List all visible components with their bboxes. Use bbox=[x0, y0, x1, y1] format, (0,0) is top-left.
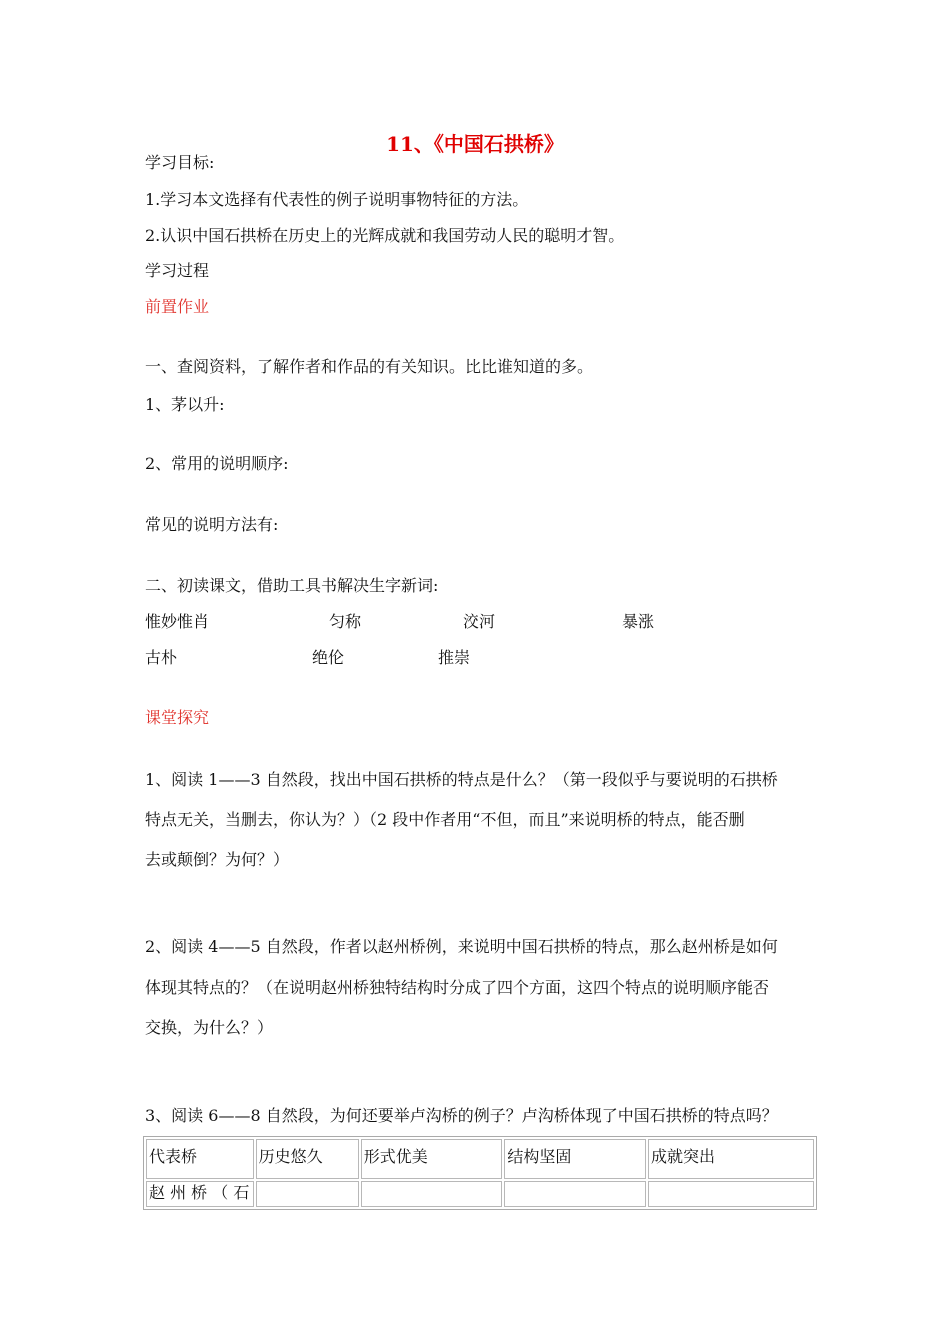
task-1-item-2: 2、常用的说明顺序: bbox=[145, 454, 289, 473]
pre-work-label: 前置作业 bbox=[145, 297, 210, 316]
table-header-cell: 成就突出 bbox=[648, 1139, 814, 1179]
vocab-word: 绝伦 bbox=[312, 648, 345, 667]
comparison-table bbox=[143, 1136, 817, 1210]
table-row bbox=[146, 1181, 814, 1207]
table-cell bbox=[648, 1181, 814, 1207]
table-header-row bbox=[146, 1139, 814, 1179]
table-header-cell: 结构坚固 bbox=[504, 1139, 646, 1179]
objective-2: 2.认识中国石拱桥在历史上的光辉成就和我国劳动人民的聪明才智。 bbox=[145, 226, 625, 245]
vocab-word: 推崇 bbox=[438, 648, 471, 667]
objective-1: 1.学习本文选择有代表性的例子说明事物特征的方法。 bbox=[145, 190, 529, 209]
task-2: 二、初读课文，借助工具书解决生字新词: bbox=[145, 576, 439, 595]
question-2-line: 体现其特点的？（在说明赵州桥独特结构时分成了四个方面，这四个特点的说明顺序能否 bbox=[145, 978, 770, 997]
vocab-word: 匀称 bbox=[329, 612, 362, 631]
classroom-label: 课堂探究 bbox=[145, 708, 210, 727]
question-3: 3、阅读 6——8 自然段，为何还要举卢沟桥的例子？卢沟桥体现了中国石拱桥的特点吗？ bbox=[145, 1106, 778, 1125]
vocab-word: 惟妙惟肖 bbox=[145, 612, 210, 631]
vocab-word: 洨河 bbox=[463, 612, 496, 631]
table-header-cell: 形式优美 bbox=[361, 1139, 503, 1179]
process-label: 学习过程 bbox=[145, 261, 210, 280]
task-1-item-1: 1、茅以升: bbox=[145, 395, 225, 414]
task-1: 一、查阅资料，了解作者和作品的有关知识。比比谁知道的多。 bbox=[145, 357, 594, 376]
question-2-line: 交换，为什么？） bbox=[145, 1018, 274, 1037]
table-header-cell: 历史悠久 bbox=[256, 1139, 359, 1179]
vocab-word: 暴涨 bbox=[622, 612, 655, 631]
document-title: 11、《中国石拱桥》 bbox=[386, 132, 564, 156]
table-cell bbox=[256, 1181, 359, 1207]
table-cell: 赵 州 桥 （ 石 bbox=[146, 1181, 254, 1207]
table-header-cell: 代表桥 bbox=[146, 1139, 254, 1179]
question-1-line: 特点无关，当删去，你认为？）（2 段中作者用“不但，而且”来说明桥的特点，能否删 bbox=[145, 810, 745, 829]
table-cell bbox=[361, 1181, 503, 1207]
question-1-line: 去或颠倒？为何？） bbox=[145, 850, 290, 869]
objectives-label: 学习目标: bbox=[145, 153, 215, 172]
vocab-word: 古朴 bbox=[145, 648, 178, 667]
table-cell bbox=[504, 1181, 646, 1207]
question-2-line: 2、阅读 4——5 自然段，作者以赵州桥例，来说明中国石拱桥的特点，那么赵州桥是如何 bbox=[145, 937, 778, 956]
question-1-line: 1、阅读 1——3 自然段，找出中国石拱桥的特点是什么？（第一段似乎与要说明的石拱桥 bbox=[145, 770, 778, 789]
task-1-item-3: 常见的说明方法有: bbox=[145, 515, 279, 534]
